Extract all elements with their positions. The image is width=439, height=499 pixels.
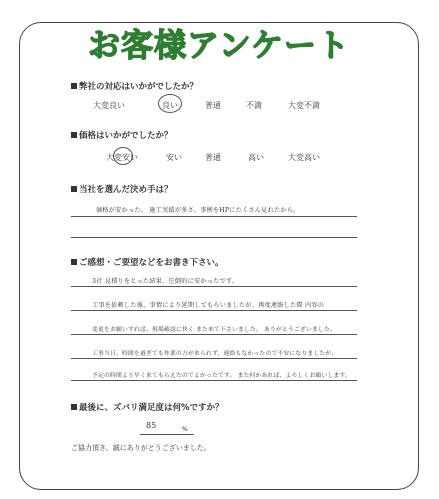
question-comments-label: ご感想・ご要望などをお書き下さい。 bbox=[79, 258, 224, 268]
service-option-1: 大変良い bbox=[93, 101, 125, 110]
answer-line bbox=[71, 237, 357, 238]
answer-line bbox=[71, 216, 357, 217]
footer-thanks: ご協力頂き、誠にありがとうございました。 bbox=[71, 444, 211, 452]
comment-line-2: 工事を依頼した後、事情により延期してもらいましたが、再度連絡した際 内容の bbox=[92, 302, 325, 309]
price-option-1: 大変安い bbox=[106, 153, 138, 162]
service-option-2: 良い bbox=[162, 101, 178, 110]
question-satisfaction bbox=[71, 401, 224, 413]
satisfaction-unit: % bbox=[182, 426, 188, 433]
bullet-square-icon bbox=[71, 404, 77, 410]
question-price bbox=[71, 129, 173, 141]
question-price-label: 価格はいかがでしたか？ bbox=[79, 131, 173, 141]
survey-title-text: お客様アンケート bbox=[87, 26, 351, 64]
comment-line-5: 予定の時間より早く来てもらえたのでよかったです。 また何かあれば、よろしくお願いします。 bbox=[92, 373, 351, 379]
bullet-square-icon bbox=[71, 132, 77, 138]
service-option-3: 普通 bbox=[205, 101, 221, 110]
comment-line-1: 3社 見積りをとった結果、圧倒的に安かったです。 bbox=[92, 278, 239, 285]
satisfaction-field bbox=[140, 421, 200, 435]
reason-answer: 価格が安かった。 施工実績が多さ、事例をHPにたくさん見れたから。 bbox=[96, 207, 300, 214]
question-satisfaction-label: 最後に、ズバリ満足度は何%ですか？ bbox=[79, 403, 224, 413]
price-option-4: 高い bbox=[248, 153, 264, 162]
bullet-square-icon bbox=[71, 259, 77, 265]
comment-line-3: 変更をお願いすれば、現場確認に快く また来て下さいました。 ありがとうございました。 bbox=[92, 327, 336, 333]
question-reason bbox=[71, 183, 173, 195]
price-option-2: 安い bbox=[166, 153, 182, 162]
service-option-5: 大変不満 bbox=[288, 101, 320, 110]
satisfaction-value: 85 bbox=[146, 421, 157, 430]
price-option-3: 普通 bbox=[205, 153, 221, 162]
answer-line bbox=[71, 358, 357, 359]
answer-line bbox=[71, 310, 357, 311]
price-option-5: 大変高い bbox=[288, 153, 320, 162]
question-service-label: 弊社の対応はいかがでしたか？ bbox=[79, 82, 199, 92]
bullet-square-icon bbox=[71, 186, 77, 192]
question-service bbox=[71, 80, 198, 92]
question-comments bbox=[71, 256, 224, 268]
comment-line-4: 工事当日、時間を過ぎても作業の方が来られず、連絡もなかったので不安になりましたが、 bbox=[92, 351, 338, 357]
service-option-4: 不満 bbox=[246, 101, 262, 110]
question-reason-label: 当社を選んだ決め手は？ bbox=[79, 185, 173, 195]
answer-line bbox=[140, 434, 194, 435]
answer-line bbox=[71, 380, 357, 381]
selected-answer-circle bbox=[158, 94, 182, 113]
answer-line bbox=[71, 334, 357, 335]
survey-title bbox=[0, 18, 439, 70]
answer-line bbox=[71, 286, 357, 287]
selected-answer-circle bbox=[113, 147, 133, 165]
bullet-square-icon bbox=[71, 83, 77, 89]
